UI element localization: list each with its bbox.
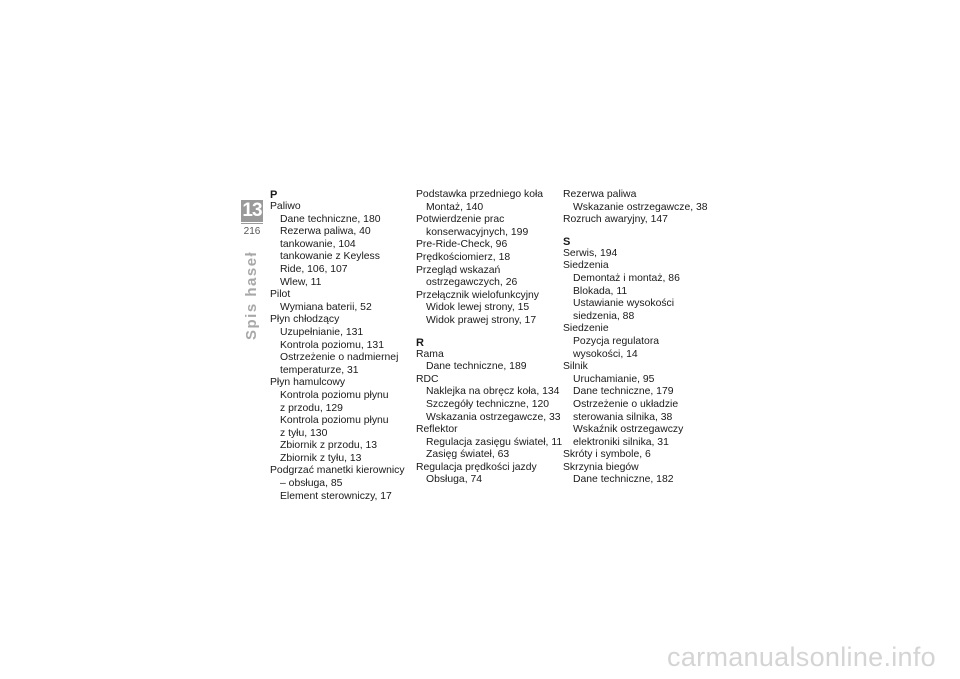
subentry-line: Widok lewej strony, 15: [426, 302, 530, 314]
index-subentry: [563, 286, 711, 299]
subentry-line: wysokości, 14: [573, 348, 638, 360]
index-section: [563, 189, 711, 227]
subentry-line: Uruchamianie, 95: [573, 373, 655, 385]
index-subentry: [270, 491, 418, 504]
index-subentry: [416, 315, 564, 328]
index-subentry: [270, 352, 418, 377]
index-subentry: [270, 415, 418, 440]
subentry-line: Dane techniczne, 182: [573, 474, 674, 486]
index-subentry: [270, 340, 418, 353]
index-subentry: [416, 386, 564, 399]
index-subentry: [270, 478, 418, 491]
subentry-line: Zbiornik z tyłu, 13: [280, 452, 362, 464]
index-entry: RDC: [416, 373, 439, 385]
index-subentry: [416, 202, 564, 215]
subentry-line: konserwacyjnych, 199: [426, 226, 529, 238]
index-entry: Przegląd wskazań: [416, 264, 501, 276]
index-entry: Podgrzać manetki kierownicy: [270, 465, 405, 477]
subentry-line: – obsługa, 85: [280, 478, 343, 490]
subentry-line: z tyłu, 130: [280, 427, 328, 439]
index-subentry: [563, 202, 711, 215]
subentry-line: elektroniki silnika, 31: [573, 436, 669, 448]
index-entry: Prędkościomierz, 18: [416, 251, 511, 263]
section-letter: P: [270, 189, 278, 201]
subentry-line: Kontrola poziomu płynu: [280, 415, 389, 427]
subentry-line: Zasięg świateł, 63: [426, 449, 510, 461]
subentry-line: Obsługa, 74: [426, 474, 483, 486]
chapter-divider: [241, 223, 263, 224]
index-section: [416, 337, 564, 488]
index-column-1: [270, 189, 418, 503]
index-subentry: [563, 298, 711, 323]
chapter-number: 13: [242, 200, 262, 221]
subentry-line: sterowania silnika, 38: [573, 411, 673, 423]
index-subentry: [563, 424, 711, 449]
index-entry: Przełącznik wielofunkcyjny: [416, 289, 540, 301]
index-subentry: [416, 302, 564, 315]
subentry-line: Wlew, 11: [280, 276, 322, 288]
index-subentry: [563, 399, 711, 424]
subentry-line: Zbiornik z przodu, 13: [280, 440, 378, 452]
subentry-line: Dane techniczne, 189: [426, 361, 527, 373]
subentry-line: Ostrzeżenie o nadmiernej: [280, 352, 399, 364]
index-subentry: [270, 453, 418, 466]
watermark: carmanualsonline.info: [667, 642, 936, 672]
index-entry: Rozruch awaryjny, 147: [563, 214, 668, 226]
index-entry: Rezerwa paliwa: [563, 189, 637, 200]
subentry-line: Wskaźnik ostrzegawczy: [573, 424, 684, 436]
index-subentry: [416, 437, 564, 450]
index-entry: Skrzynia biegów: [563, 461, 639, 473]
subentry-line: siedzenia, 88: [573, 310, 635, 322]
index-subentry: [416, 227, 564, 240]
index-section: [563, 236, 711, 487]
index-subentry: [416, 399, 564, 412]
subentry-line: tankowanie, 104: [280, 238, 356, 250]
subentry-line: tankowanie z Keyless: [280, 251, 380, 263]
index-subentry: [416, 474, 564, 487]
index-entry: Silnik: [563, 361, 588, 373]
index-subentry: [416, 277, 564, 290]
index-subentry: [563, 386, 711, 399]
subentry-line: Pozycja regulatora: [573, 335, 660, 347]
index-subentry: [563, 336, 711, 361]
subentry-line: Szczegóły techniczne, 120: [426, 398, 550, 410]
index-subentry: [270, 214, 418, 227]
index-subentry: [270, 440, 418, 453]
subentry-line: Dane techniczne, 180: [280, 213, 381, 225]
subentry-line: Ride, 106, 107: [280, 263, 348, 275]
subentry-line: ostrzegawczych, 26: [426, 277, 518, 289]
index-subentry: [270, 277, 418, 290]
index-section: [270, 189, 418, 503]
subentry-line: Blokada, 11: [573, 285, 628, 297]
index-entry: Płyn chłodzący: [270, 314, 340, 326]
subentry-line: Naklejka na obręcz koła, 134: [426, 386, 560, 398]
index-subentry: [270, 251, 418, 276]
subentry-line: Regulacja zasięgu świateł, 11: [426, 436, 563, 448]
index-subentry: [270, 302, 418, 315]
subentry-line: Demontaż i montaż, 86: [573, 272, 680, 284]
index-column-2: [416, 189, 564, 487]
index-entry: Skróty i symbole, 6: [563, 449, 651, 461]
index-entry: Siedzenie: [563, 323, 609, 335]
index-entry: Podstawka przedniego koła: [416, 189, 544, 200]
subentry-line: Wymiana baterii, 52: [280, 301, 372, 313]
index-subentry: [563, 374, 711, 387]
index-section: [416, 189, 564, 328]
subentry-line: Ustawianie wysokości: [573, 298, 675, 310]
section-letter: S: [563, 235, 571, 248]
subentry-line: Wskazanie ostrzegawcze, 38: [573, 201, 708, 213]
subentry-line: Uzupełnianie, 131: [280, 326, 364, 338]
subentry-line: Kontrola poziomu płynu: [280, 389, 389, 401]
index-subentry: [270, 239, 418, 252]
index-subentry: [416, 412, 564, 425]
index-subentry: [416, 449, 564, 462]
index-subentry: [270, 226, 418, 239]
subentry-line: Rezerwa paliwa, 40: [280, 226, 371, 238]
index-subentry: [563, 273, 711, 286]
subentry-line: Wskazania ostrzegawcze, 33: [426, 411, 561, 423]
index-entry: Pre-Ride-Check, 96: [416, 239, 508, 251]
index-entry: Paliwo: [270, 201, 301, 212]
index-entry: Potwierdzenie prac: [416, 214, 505, 226]
index-subentry: [270, 390, 418, 415]
subentry-line: z przodu, 129: [280, 402, 343, 414]
subentry-line: Dane techniczne, 179: [573, 386, 674, 398]
subentry-line: Ostrzeżenie o układzie: [573, 398, 679, 410]
index-entry: Pilot: [270, 289, 291, 301]
subentry-line: temperaturze, 31: [280, 364, 359, 376]
page-number: 216: [243, 226, 261, 237]
index-entry: Siedzenia: [563, 260, 609, 272]
subentry-line: Kontrola poziomu, 131: [280, 339, 384, 351]
subentry-line: Montaż, 140: [426, 201, 484, 213]
index-subentry: [270, 327, 418, 340]
index-subentry: [416, 361, 564, 374]
index-entry: Reflektor: [416, 424, 458, 436]
subentry-line: Widok prawej strony, 17: [426, 314, 537, 326]
index-entry: Płyn hamulcowy: [270, 377, 346, 389]
chapter-title: Spis haseł: [243, 250, 260, 340]
index-subentry: [563, 474, 711, 487]
chapter-badge: [241, 200, 263, 237]
section-letter: R: [416, 336, 424, 349]
index-entry: Rama: [416, 348, 444, 360]
subentry-line: Element sterowniczy, 17: [280, 490, 392, 502]
index-entry: Regulacja prędkości jazdy: [416, 461, 537, 473]
index-entry: Serwis, 194: [563, 247, 618, 259]
index-column-3: [563, 189, 711, 487]
